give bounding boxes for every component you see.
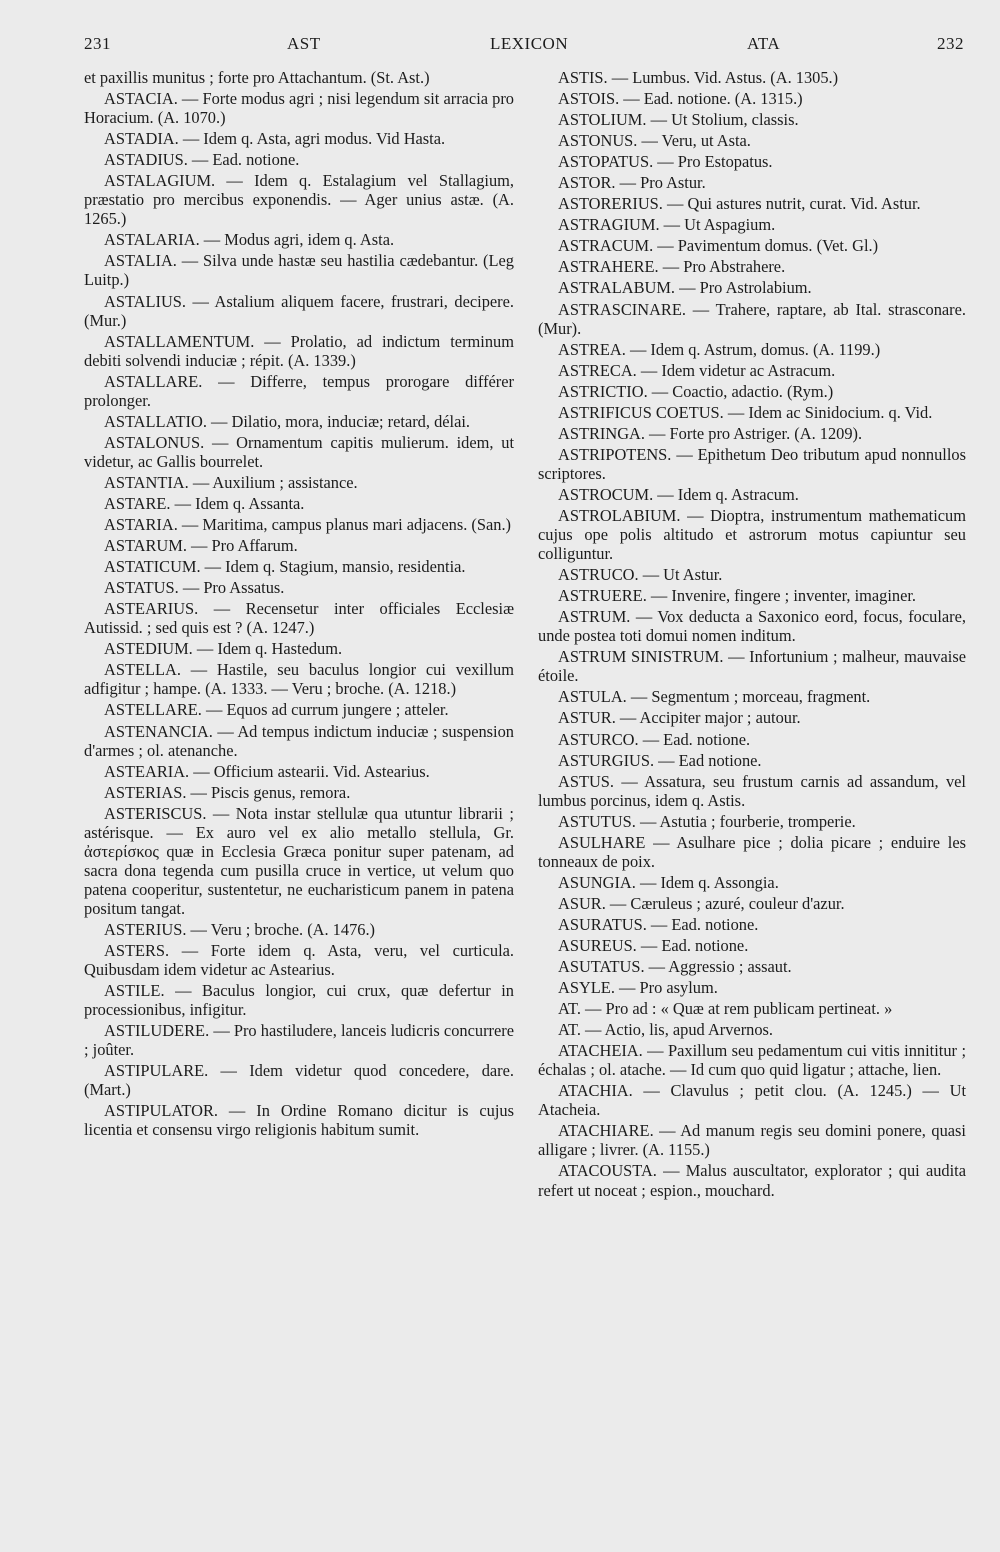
dictionary-entry: ASTRICTIO. — Coactio, adactio. (Rym.) bbox=[558, 381, 834, 401]
dictionary-entry: ASTATUS. — Pro Assatus. bbox=[104, 578, 285, 598]
dictionary-entry: ASUR. — Cæruleus ; azuré, couleur d'azur. bbox=[558, 893, 845, 913]
dictionary-entry: ASYLE. — Pro asylum. bbox=[558, 978, 718, 998]
dictionary-entry: ASTOPATUS. — Pro Estopatus. bbox=[558, 152, 773, 172]
dictionary-entry: ASTIPULATOR. — In Ordine Romano dicitur is cujus licentia et consensu virgo religionis habitum sumit. bbox=[84, 1101, 514, 1140]
dictionary-entry: ASTOIS. — Ead. notione. (A. 1315.) bbox=[558, 89, 803, 109]
dictionary-entry: ASURATUS. — Ead. notione. bbox=[558, 914, 759, 934]
dictionary-entry: ASTEARIUS. — Recensetur inter officiales Ecclesiæ Autissid. ; sed quis est ? (A. 1247.) bbox=[84, 599, 514, 638]
dictionary-entry: ASTRAGIUM. — Ut Aspagium. bbox=[558, 215, 776, 235]
dictionary-entry: ASTEARIA. — Officium astearii. Vid. Astearius. bbox=[104, 761, 430, 781]
running-head-left: AST bbox=[287, 34, 321, 53]
dictionary-entry: ASTERIUS. — Veru ; broche. (A. 1476.) bbox=[104, 919, 376, 939]
left-column bbox=[84, 68, 514, 1141]
dictionary-entry: ASTRECA. — Idem videtur ac Astracum. bbox=[558, 360, 836, 380]
dictionary-entry: ATACHIARE. — Ad manum regis seu domini ponere, quasi alligare ; livrer. (A. 1155.) bbox=[538, 1121, 966, 1160]
page-number-left: 231 bbox=[84, 34, 111, 53]
dictionary-entry: ASTRIFICUS COETUS. — Idem ac Sinidocium. q. Vid. bbox=[558, 402, 933, 422]
dictionary-entry: ASTARIA. — Maritima, campus planus mari adjacens. (San.) bbox=[104, 515, 511, 535]
dictionary-entry: ASTERIAS. — Piscis genus, remora. bbox=[104, 782, 351, 802]
dictionary-entry: ASTIPULARE. — Idem videtur quod concedere, dare. (Mart.) bbox=[84, 1061, 514, 1100]
dictionary-entry: ASTRINGA. — Forte pro Astriger. (A. 1209). bbox=[558, 423, 863, 443]
dictionary-entry: ASUNGIA. — Idem q. Assongia. bbox=[558, 872, 779, 892]
dictionary-entry: ASTENANCIA. — Ad tempus indictum induciæ ; suspension d'armes ; ol. atenanche. bbox=[84, 721, 514, 760]
dictionary-entry: ASTERS. — Forte idem q. Asta, veru, vel curticula. Quibusdam idem videtur ac Astearius. bbox=[84, 941, 514, 980]
dictionary-entry: ASTELLA. — Hastile, seu baculus longior cui vexillum adfigitur ; hampe. (A. 1333. — Veru ; broche. (A. 1218.) bbox=[84, 660, 514, 699]
dictionary-entry: ASTRUERE. — Invenire, fingere ; inventer, imaginer. bbox=[558, 586, 917, 606]
dictionary-entry: ASTOLIUM. — Ut Stolium, classis. bbox=[558, 110, 799, 130]
running-head-right: ATA bbox=[747, 34, 781, 53]
page-header bbox=[84, 34, 964, 60]
dictionary-entry: ASTATICUM. — Idem q. Stagium, mansio, residentia. bbox=[104, 557, 466, 577]
dictionary-entry: ASTUTUS. — Astutia ; fourberie, tromperie. bbox=[558, 811, 856, 831]
dictionary-entry: ASTALONUS. — Ornamentum capitis mulierum. idem, ut videtur, ac Gallis bourrelet. bbox=[84, 432, 514, 471]
dictionary-entry: ASUREUS. — Ead. notione. bbox=[558, 935, 749, 955]
dictionary-entry: ASTILUDERE. — Pro hastiludere, lanceis ludicris concurrere ; joûter. bbox=[84, 1021, 514, 1060]
running-title: LEXICON bbox=[490, 34, 569, 53]
dictionary-entry: ASTALIUS. — Astalium aliquem facere, frustrari, decipere. (Mur.) bbox=[84, 291, 514, 330]
dictionary-entry: ASTROLABIUM. — Dioptra, instrumentum mathematicum cujus ope polis altitudo et astrorum motus capiuntur seu colliguntur. bbox=[538, 505, 966, 564]
dictionary-entry: AT. — Pro ad : « Quæ at rem publicam pertineat. » bbox=[558, 999, 893, 1019]
dictionary-entry: AT. — Actio, lis, apud Arvernos. bbox=[558, 1020, 774, 1040]
right-column bbox=[538, 68, 966, 1202]
dictionary-entry: ASTIS. — Lumbus. Vid. Astus. (A. 1305.) bbox=[558, 68, 839, 87]
dictionary-entry: ASTOR. — Pro Astur. bbox=[558, 173, 706, 193]
dictionary-entry: ASTRUM. — Vox deducta a Saxonico eord, focus, foculare, unde postea toti domui nomen inditum. bbox=[538, 607, 966, 646]
dictionary-entry: ASTILE. — Baculus longior, cui crux, quæ defertur in processionibus, infigitur. bbox=[84, 981, 514, 1020]
dictionary-entry: ASTADIUS. — Ead. notione. bbox=[104, 150, 300, 170]
dictionary-entry: ASTRUM SINISTRUM. — Infortunium ; malheur, mauvaise étoile. bbox=[538, 647, 966, 686]
dictionary-entry: ASTRUCO. — Ut Astur. bbox=[558, 565, 723, 585]
dictionary-entry: ASTALLAMENTUM. — Prolatio, ad indictum terminum debiti solvendi induciæ ; répit. (A. 1339.) bbox=[84, 331, 514, 370]
dictionary-entry: ASTALAGIUM. — Idem q. Estalagium vel Stallagium, præstatio pro mercibus exponendis. — Ager unius astæ. (A. 1265.) bbox=[84, 171, 514, 229]
dictionary-entry: ASTARE. — Idem q. Assanta. bbox=[104, 493, 305, 513]
dictionary-entry: ASTRASCINARE. — Trahere, raptare, ab Ital. strasconare. (Mur). bbox=[538, 299, 966, 338]
dictionary-entry: ASTARUM. — Pro Affarum. bbox=[104, 536, 298, 556]
dictionary-entry: ASTULA. — Segmentum ; morceau, fragment. bbox=[558, 687, 871, 707]
dictionary-entry: ATACHEIA. — Paxillum seu pedamentum cui vitis innititur ; échalas ; ol. atache. — Id cum quo quid ligatur ; attache, lien. bbox=[538, 1041, 966, 1080]
dictionary-entry: ASTEDIUM. — Idem q. Hastedum. bbox=[104, 639, 343, 659]
dictionary-entry: et paxillis munitus ; forte pro Attachantum. (St. Ast.) bbox=[84, 68, 430, 87]
dictionary-entry: ASULHARE — Asulhare pice ; dolia picare ; enduire les tonneaux de poix. bbox=[538, 832, 966, 871]
dictionary-entry: ASTRAHERE. — Pro Abstrahere. bbox=[558, 257, 786, 277]
dictionary-entry: ASUTATUS. — Aggressio ; assaut. bbox=[558, 957, 792, 977]
dictionary-entry: ASTALLARE. — Differre, tempus prorogare différer prolonger. bbox=[84, 371, 514, 410]
dictionary-entry: ASTANTIA. — Auxilium ; assistance. bbox=[104, 472, 358, 492]
dictionary-entry: ASTERISCUS. — Nota instar stellulæ qua utuntur librarii ; astérisque. — Ex auro vel ex alio metallo stellula, Gr. ἀστερίσκος quæ in Ecclesia Græca ponitur super patenam, ad sacra dona tegenda cum pusilla cruce in vertice, ut velum quo patena cooperitur, sustentetur, ne eucharisticum panem in patena positum tangat. bbox=[84, 803, 514, 918]
dictionary-entry: ASTELLARE. — Equos ad currum jungere ; atteler. bbox=[104, 700, 449, 720]
dictionary-entry: ASTUS. — Assatura, seu frustum carnis ad assandum, vel lumbus porcinus, idem q. Astis. bbox=[538, 771, 966, 810]
dictionary-entry: ATACOUSTA. — Malus auscultator, explorator ; qui audita refert ut noceat ; espion., mouchard. bbox=[538, 1161, 966, 1200]
dictionary-entry: ASTUR. — Accipiter major ; autour. bbox=[558, 708, 801, 728]
dictionary-entry: ASTROCUM. — Idem q. Astracum. bbox=[558, 484, 799, 504]
dictionary-entry: ASTACIA. — Forte modus agri ; nisi legendum sit arracia pro Horacium. (A. 1070.) bbox=[84, 89, 514, 128]
dictionary-entry: ASTALLATIO. — Dilatio, mora, induciæ; retard, délai. bbox=[104, 411, 471, 431]
dictionary-entry: ASTURCO. — Ead. notione. bbox=[558, 729, 751, 749]
dictionary-entry: ATACHIA. — Clavulus ; petit clou. (A. 1245.) — Ut Atacheia. bbox=[538, 1081, 966, 1120]
dictionary-entry: ASTRIPOTENS. — Epithetum Deo tributum apud nonnullos scriptores. bbox=[538, 444, 966, 483]
dictionary-entry: ASTRACUM. — Pavimentum domus. (Vet. Gl.) bbox=[558, 236, 879, 256]
dictionary-entry: ASTURGIUS. — Ead notione. bbox=[558, 750, 762, 770]
dictionary-entry: ASTREA. — Idem q. Astrum, domus. (A. 1199.) bbox=[558, 339, 881, 359]
dictionary-entry: ASTORERIUS. — Qui astures nutrit, curat. Vid. Astur. bbox=[558, 194, 921, 214]
dictionary-entry: ASTALARIA. — Modus agri, idem q. Asta. bbox=[104, 230, 395, 250]
dictionary-entry: ASTONUS. — Veru, ut Asta. bbox=[558, 131, 751, 151]
dictionary-entry: ASTRALABUM. — Pro Astrolabium. bbox=[558, 278, 812, 298]
page-number-right: 232 bbox=[937, 34, 964, 53]
dictionary-entry: ASTALIA. — Silva unde hastæ seu hastilia cædebantur. (Leg Luitp.) bbox=[84, 251, 514, 290]
dictionary-entry: ASTADIA. — Idem q. Asta, agri modus. Vid Hasta. bbox=[104, 129, 446, 149]
